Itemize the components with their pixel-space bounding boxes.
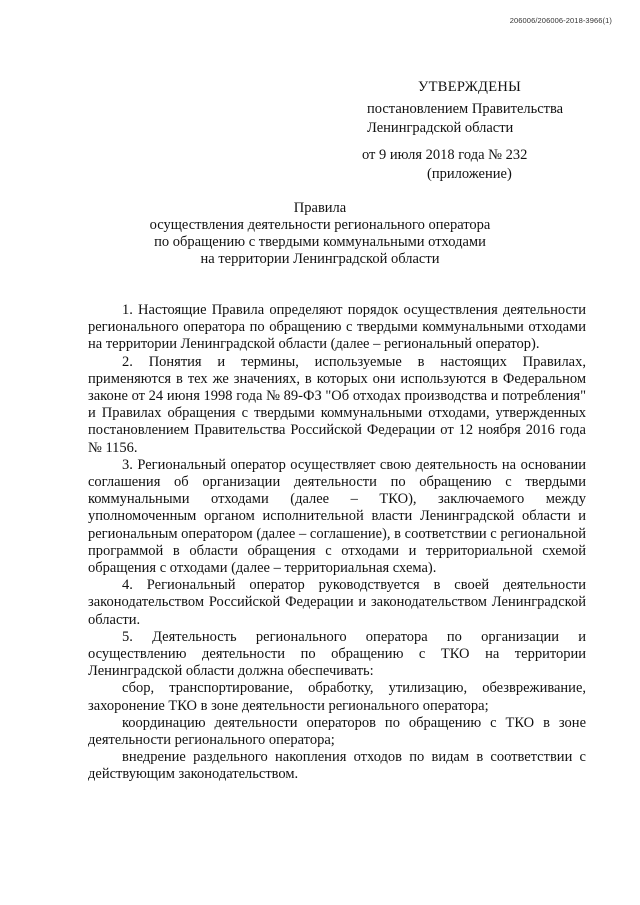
document-title xyxy=(0,200,640,268)
title-line: по обращению с твердыми коммунальными отходами xyxy=(154,234,486,250)
paragraph-4: 4. Региональный оператор руководствуется в своей деятельности законодательством Российской Федерации и законодательством Ленинградской области. xyxy=(88,577,586,628)
title-line: на территории Ленинградской области xyxy=(200,251,440,267)
approval-region: Ленинградской области xyxy=(367,120,514,136)
document-id: 206006/206006-2018-3966(1) xyxy=(509,16,612,25)
paragraph-5-item-1: сбор, транспортирование, обработку, утилизацию, обезвреживание, захоронение ТКО в зоне деятельности регионального оператора; xyxy=(88,680,586,714)
paragraph-2: 2. Понятия и термины, используемые в настоящих Правилах, применяются в тех же значениях, в которых они используются в Федеральном законе от 24 июня 1998 года № 89-ФЗ "Об отходах производства и потребления" и Правилах обращения с твердыми коммунальными отходами, утвержденных постановлением Правительства Российской Федерации от 12 ноября 2016 года № 1156. xyxy=(88,353,586,456)
title-line: Правила xyxy=(293,200,347,216)
approval-title: УТВЕРЖДЕНЫ xyxy=(418,79,522,95)
approval-appendix: (приложение) xyxy=(427,166,512,182)
paragraph-5: 5. Деятельность регионального оператора по организации и осуществлению деятельности по обращению с ТКО на территории Ленинградской области должна обеспечивать: xyxy=(88,628,586,680)
paragraph-1: 1. Настоящие Правила определяют порядок осуществления деятельности регионального оператора по обращению с твердыми коммунальными отходами на территории Ленинградской области (далее – региональный оператор). xyxy=(88,302,586,353)
approval-resolution: постановлением Правительства xyxy=(367,101,564,117)
title-line: осуществления деятельности регионального оператора xyxy=(149,217,491,233)
approval-date: от 9 июля 2018 года № 232 xyxy=(362,147,528,163)
paragraph-3: 3. Региональный оператор осуществляет свою деятельность на основании соглашения об организации деятельности по обращению с твердыми коммунальными отходами (далее – ТКО), заключаемого между уполномоченным органом исполнительной власти Ленинградской области и региональным оператором (далее – соглашение), в соответствии с региональной программой в области обращения с отходами и территориальной схемой обращения с отходами (далее – территориальная схема). xyxy=(88,456,586,577)
approval-stamp xyxy=(352,78,622,184)
paragraph-5-item-2: координацию деятельности операторов по обращению с ТКО в зоне деятельности регионального оператора; xyxy=(88,714,586,749)
paragraph-5-item-3: внедрение раздельного накопления отходов по видам в соответствии с действующим законодательством. xyxy=(88,749,586,783)
document-body xyxy=(88,302,586,784)
